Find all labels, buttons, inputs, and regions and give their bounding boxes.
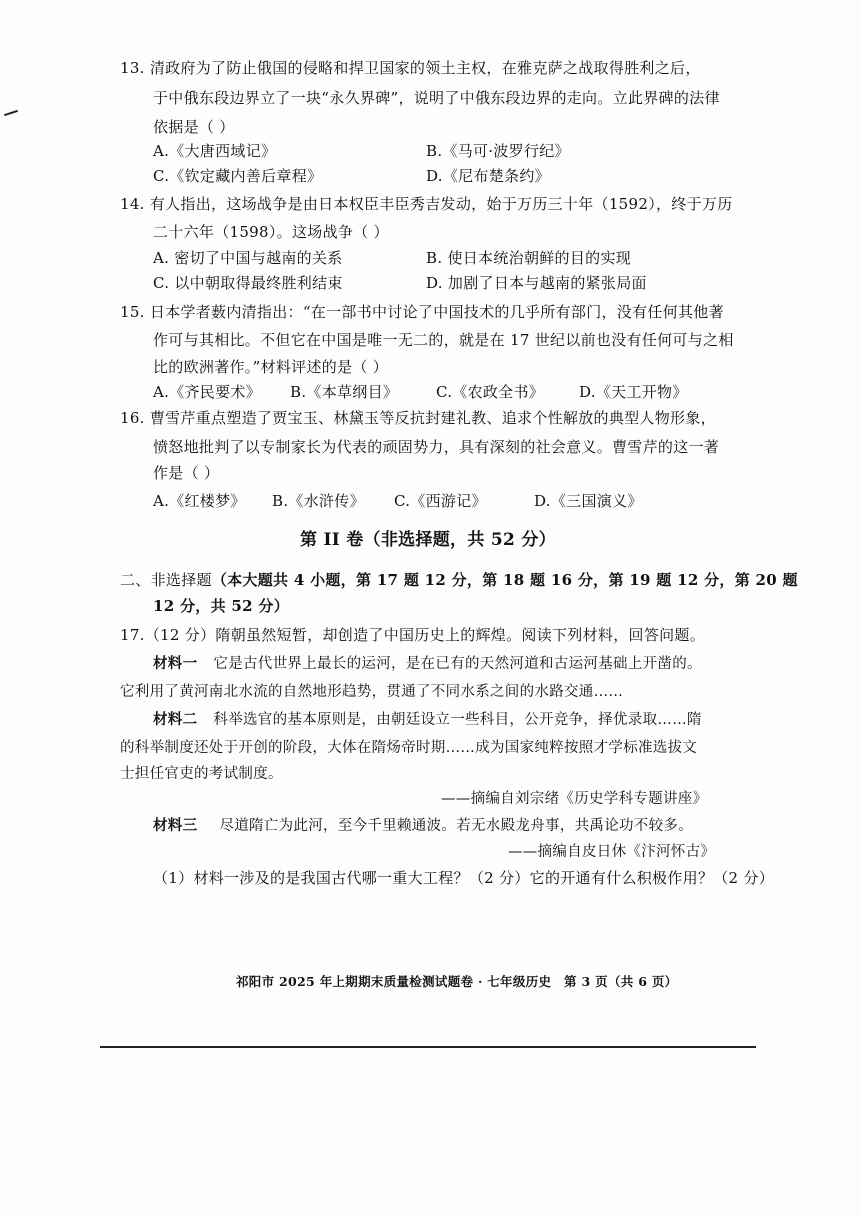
q14-option-a: A. 密切了中国与越南的关系 <box>153 249 343 267</box>
scan-mark <box>4 110 18 116</box>
q16-option-a: A.《红楼梦》 <box>153 492 246 510</box>
q16-option-b: B.《水浒传》 <box>272 492 365 510</box>
bottom-rule <box>100 1046 756 1048</box>
q15-line-3: 比的欧洲著作。”材料评述的是（ ） <box>153 358 389 376</box>
q13-line-1: 13. 清政府为了防止俄国的侵略和捍卫国家的领土主权，在雅克萨之战取得胜利之后， <box>120 59 701 77</box>
q14-option-b: B. 使日本统治朝鲜的目的实现 <box>426 249 632 267</box>
q16-option-c: C.《西游记》 <box>394 492 487 510</box>
q13-option-d: D.《尼布楚条约》 <box>426 167 550 185</box>
material-3-label: 材料三 <box>153 818 198 834</box>
section-2-heading-detail: （本大题共 4 小题，第 17 题 12 分，第 18 题 16 分，第 19 题 12 分，第 20 题 <box>211 571 798 589</box>
q15-line-2: 作可与其相比。不但它在中国是唯一无二的，就是在 17 世纪以前也没有任何可与之相 <box>153 331 734 349</box>
section-2-title: 第 II 卷（非选择题，共 52 分） <box>300 530 556 550</box>
q17-intro: 17.（12 分）隋朝虽然短暂，却创造了中国历史上的辉煌。阅读下列材料，回答问题。 <box>120 626 706 644</box>
section-2-heading-prefix: 二、非选择题 <box>120 571 212 589</box>
q15-option-d: D.《天工开物》 <box>579 383 688 401</box>
q13-option-a: A.《大唐西域记》 <box>153 142 277 160</box>
q15-option-a: A.《齐民要术》 <box>153 383 262 401</box>
page-footer: 祁阳市 2025 年上期期末质量检测试题卷 · 七年级历史 第 3 页（共 6 页） <box>236 974 678 989</box>
q17-subquestion-1: （1）材料一涉及的是我国古代哪一重大工程？（2 分）它的开通有什么积极作用？（2 分） <box>153 869 775 887</box>
material-3-line-1 <box>153 816 693 836</box>
material-2-text-1: 科举选官的基本原则是，由朝廷设立一些科目，公开竞争，择优录取……隋 <box>213 712 702 728</box>
q16-line-3: 作是（ ） <box>153 464 220 482</box>
material-1-line-2: 它利用了黄河南北水流的自然地形趋势，贯通了不同水系之间的水路交通…… <box>120 684 624 700</box>
q14-option-d: D. 加剧了日本与越南的紧张局面 <box>426 274 647 292</box>
q14-line-1: 14. 有人指出，这场战争是由日本权臣丰臣秀吉发动，始于万历三十年（1592），终于万历 <box>120 195 733 213</box>
material-2-line-2: 的科举制度还处于开创的阶段，大体在隋炀帝时期……成为国家纯粹按照才学标准选拔文 <box>120 740 698 756</box>
q15-line-1: 15. 日本学者薮内清指出：“在一部书中讨论了中国技术的几乎所有部门，没有任何其他著 <box>120 303 724 321</box>
q16-line-1: 16. 曹雪芹重点塑造了贾宝玉、林黛玉等反抗封建礼教、追求个性解放的典型人物形象， <box>120 409 716 427</box>
material-3-text-1: 尽道隋亡为此河，至今千里赖通波。若无水殿龙舟事，共禹论功不较多。 <box>219 818 694 834</box>
material-1-label: 材料一 <box>153 656 198 672</box>
section-2-heading <box>120 570 798 590</box>
q16-line-2: 愤怒地批判了以专制家长为代表的顽固势力，具有深刻的社会意义。曹雪芹的这一著 <box>153 438 720 456</box>
material-3-source: ——摘编自皮日休《汴河怀古》 <box>508 844 716 860</box>
material-2-line-3: 士担任官吏的考试制度。 <box>120 766 283 782</box>
q13-option-b: B.《马可·波罗行纪》 <box>426 142 570 160</box>
q14-line-2: 二十六年（1598）。这场战争（ ） <box>153 223 389 241</box>
section-2-heading-line-2: 12 分，共 52 分） <box>153 597 290 615</box>
q16-option-d: D.《三国演义》 <box>534 492 643 510</box>
q13-line-2: 于中俄东段边界立了一块“永久界碑”，说明了中俄东段边界的走向。立此界碑的法律 <box>153 89 720 107</box>
q15-option-c: C.《农政全书》 <box>436 383 545 401</box>
material-2-label: 材料二 <box>153 712 198 728</box>
q13-option-c: C.《钦定藏内善后章程》 <box>153 167 323 185</box>
q15-option-b: B.《本草纲目》 <box>290 383 399 401</box>
material-1-text-1: 它是古代世界上最长的运河，是在已有的天然河道和古运河基础上开凿的。 <box>213 656 702 672</box>
material-2-line-1 <box>153 710 702 730</box>
material-2-source: ——摘编自刘宗绪《历史学科专题讲座》 <box>441 791 708 807</box>
q14-option-c: C. 以中朝取得最终胜利结束 <box>153 274 343 292</box>
material-1-line-1 <box>153 654 702 674</box>
q13-line-3: 依据是（ ） <box>153 118 235 136</box>
